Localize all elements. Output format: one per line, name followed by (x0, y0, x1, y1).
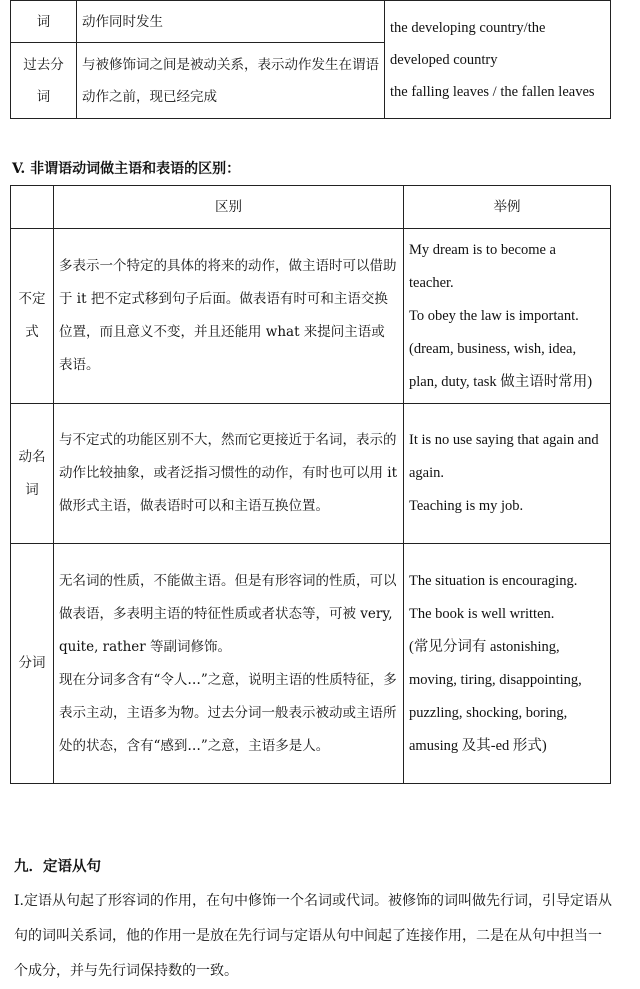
table-row (11, 544, 611, 784)
example-line: the developing country/the (390, 19, 546, 36)
description-paragraph: 无名词的性质，不能做主语。但是有形容词的性质，可以做表语，多表明主语的特征性质或者状态等，可被 very, quite, rather 等副词修饰。 (59, 572, 397, 655)
example-line: (dream, business, wish, idea, (409, 340, 577, 357)
example-line: the falling leaves / the fallen leaves (390, 83, 595, 100)
example-cell (404, 229, 611, 404)
section-9-paragraph: I.定语从句起了形容词的作用，在句中修饰一个名词或代词。被修饰的词叫做先行词，引导定语从句的词叫关系词，他的作用一是放在先行词与定语从句中间起了连接作用，二是在从句中担当一个成分，并与先行词保持数的一致。 (14, 893, 612, 979)
header-blank (11, 186, 54, 229)
example-line: teacher. (409, 274, 454, 291)
example-line: developed country (390, 51, 498, 68)
table-row (11, 404, 611, 544)
example-cell (404, 544, 611, 784)
example-cell (404, 404, 611, 544)
row-category (11, 43, 77, 119)
example-line: The book is well written. (409, 605, 555, 622)
example-line: moving, tiring, disappointing, (409, 671, 582, 688)
category-line: 动名 (18, 448, 46, 465)
example-line: My dream is to become a (409, 241, 556, 258)
example-line: amusing 及其-ed 形式) (409, 737, 547, 754)
row-description: 与被修饰词之间是被动关系，表示动作发生在谓语动作之前，现已经完成 (77, 43, 385, 119)
section-v-title: V. 非谓语动词做主语和表语的区别： (12, 161, 241, 177)
row-description: 与不定式的功能区别不大，然而它更接近于名词，表示的动作比较抽象，或者泛指习惯性的动作，有时也可以用 it 做形式主语，做表语时可以和主语互换位置。 (54, 404, 404, 544)
header-diff: 区别 (54, 186, 404, 229)
header-example: 举例 (404, 186, 611, 229)
category-line: 不定 (18, 291, 46, 307)
row-category (11, 404, 54, 544)
row-category: 词 (11, 1, 77, 43)
example-line: It is no use saying that again and (409, 432, 599, 448)
table-row (11, 1, 611, 43)
category-line: 过去分 (23, 56, 64, 73)
example-line: Teaching is my job. (409, 498, 524, 514)
example-line: The situation is encouraging. (409, 572, 578, 589)
example-line: puzzling, shocking, boring, (409, 704, 568, 721)
row-description: 动作同时发生 (77, 1, 385, 43)
example-line: (常见分词有 astonishing, (409, 638, 560, 655)
example-line: again. (409, 465, 445, 481)
section-9-title: 九．定语从句 (14, 858, 101, 875)
example-line: plan, duty, task 做主语时常用) (409, 373, 593, 390)
category-line: 词 (25, 481, 39, 498)
comparison-table (10, 185, 611, 784)
participle-table (10, 0, 611, 119)
category-line: 词 (36, 88, 51, 105)
header-row (11, 186, 611, 229)
example-line: To obey the law is important. (409, 307, 579, 324)
row-category (11, 229, 54, 404)
category-line: 式 (25, 324, 39, 340)
example-cell (385, 1, 611, 119)
row-description: 多表示一个特定的具体的将来的动作，做主语时可以借助于 it 把不定式移到句子后面。做表语有时可和主语交换位置，而且意义不变，并且还能用 what 来提问主语或表语。 (54, 229, 404, 404)
table-row (11, 229, 611, 404)
description-paragraph: 现在分词多含有“令人…”之意，说明主语的性质特征，多表示主动，主语多为物。过去分词一般表示被动或主语所处的状态，含有“感到…”之意，主语多是人。 (59, 671, 397, 754)
row-category: 分词 (11, 544, 54, 784)
row-description (54, 544, 404, 784)
